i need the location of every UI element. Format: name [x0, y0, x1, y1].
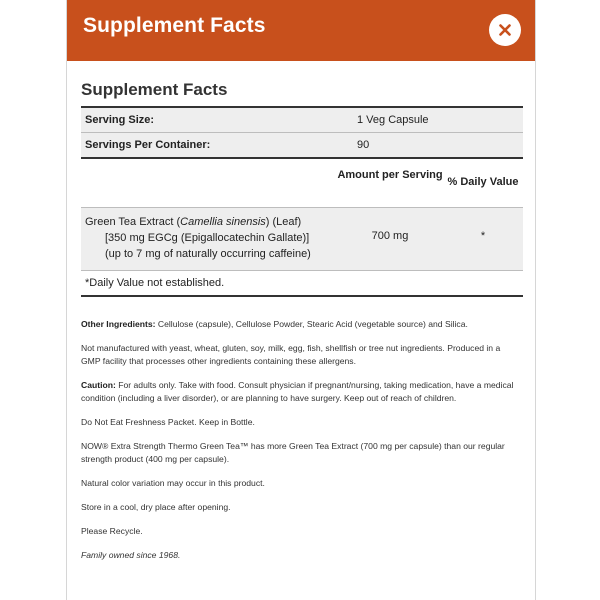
close-button[interactable] — [489, 14, 521, 46]
facts-title: Supplement Facts — [81, 80, 228, 99]
amount-per-serving-header: Amount per Serving — [337, 169, 443, 181]
modal-title: Supplement Facts — [83, 14, 266, 37]
servings-label: Servings Per Container: — [85, 139, 211, 151]
ingredient-amount: 700 mg — [371, 230, 409, 242]
freshness-packet-note: Do Not Eat Freshness Packet. Keep in Bottle. — [81, 417, 255, 427]
recycle-note: Please Recycle. — [81, 526, 143, 536]
serving-size-row — [81, 108, 523, 132]
storage-note: Store in a cool, dry place after opening. — [81, 502, 231, 512]
servings-value: 90 — [357, 139, 370, 151]
comparison-note: NOW® Extra Strength Thermo Green Tea™ has more Green Tea Extract (700 mg per capsule) than our regular strength product (400 mg per capsule). — [81, 441, 505, 464]
ingredient-row — [81, 208, 523, 270]
ingredient-egcg-line: [350 mg EGCg (Epigallocatechin Gallate)] — [105, 232, 310, 244]
other-ingredients: Other Ingredients: Cellulose (capsule), Cellulose Powder, Stearic Acid (vegetable source) and Silica. — [81, 319, 468, 329]
divider — [81, 295, 523, 297]
daily-value-note: *Daily Value not established. — [85, 277, 225, 289]
supplement-facts-table — [81, 106, 523, 297]
serving-size-label: Serving Size: — [85, 114, 155, 126]
product-info — [81, 318, 521, 573]
supplement-facts-modal — [66, 0, 536, 600]
ingredient-caffeine-line: (up to 7 mg of naturally occurring caffeine) — [105, 248, 311, 260]
ingredient-name: Green Tea Extract (Camellia sinensis) (Leaf) [350 mg EGCg (Epigallocatechin Gallate)] (up to 7 mg of naturally occurring caffeine) — [85, 216, 311, 260]
close-icon — [499, 24, 511, 36]
family-owned-note: Family owned since 1968. — [81, 550, 181, 560]
modal-header — [67, 0, 535, 61]
daily-value-header: % Daily Value — [447, 176, 519, 188]
serving-size-value: 1 Veg Capsule — [357, 114, 429, 126]
color-variation-note: Natural color variation may occur in this product. — [81, 478, 265, 488]
servings-per-container-row — [81, 133, 523, 157]
allergen-statement: Not manufactured with yeast, wheat, gluten, soy, milk, egg, fish, shellfish or tree nut ingredients. Produced in a GMP facility that processes other ingredients containing these allergens. — [81, 343, 501, 366]
ingredient-daily-value: * — [480, 230, 486, 242]
daily-value-note-row — [81, 271, 523, 295]
caution-statement: Caution: For adults only. Take with food. Consult physician if pregnant/nursing, taking medication, have a medical condition (including a liver disorder), or are planning to have surgery. Keep out of reach of children. — [81, 380, 514, 403]
column-header-row — [81, 159, 523, 207]
